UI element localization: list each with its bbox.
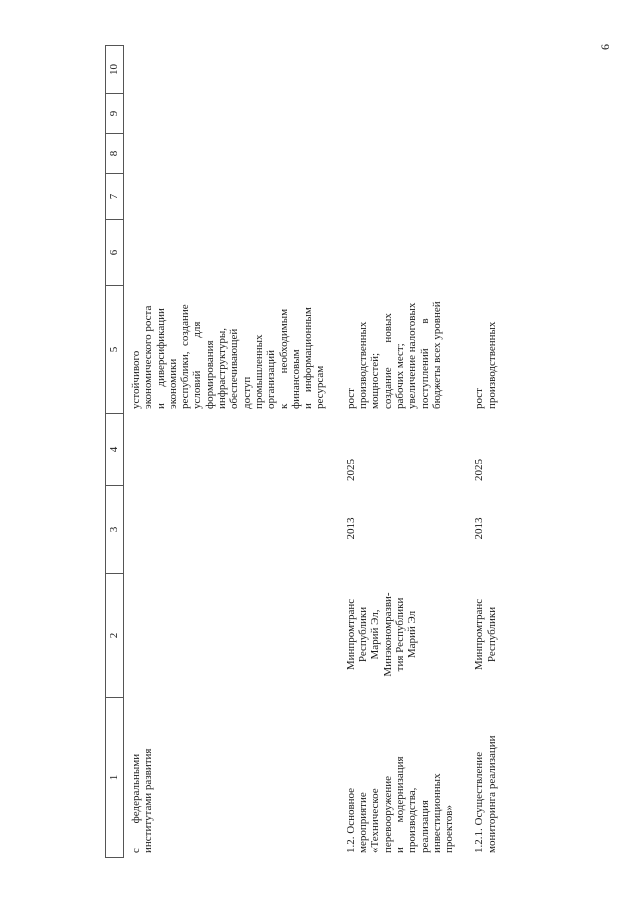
table-row [124, 46, 331, 858]
empty-cell [459, 46, 502, 94]
measure-name-cell: с федеральными институтами развития [130, 748, 155, 853]
empty-cell [459, 220, 502, 286]
measure-name-cell: 1.2. Основное мероприятие «Техническое перевооружение и модернизация производства, реализация инвестиционных проектов» [344, 756, 456, 853]
empty-cell [124, 94, 331, 134]
expected-result-cell: рост производственных мощностей; создание новых рабочих мест; увеличение налоговых поступлений в бюджеты всех уровней [344, 301, 443, 409]
executor-cell: Минпромтранс Республики [473, 598, 498, 671]
empty-cell [459, 174, 502, 220]
empty-cell [331, 134, 460, 174]
column-header-5: 5 [106, 286, 124, 414]
table-row [459, 46, 502, 858]
empty-cell [459, 134, 502, 174]
empty-cell [124, 46, 331, 94]
empty-cell [459, 94, 502, 134]
empty-cell [331, 174, 460, 220]
executor-cell [124, 574, 331, 698]
page-number: 6 [598, 44, 612, 50]
end-year-cell [124, 414, 331, 486]
start-year-cell: 2013 [344, 517, 357, 540]
empty-cell [331, 46, 460, 94]
empty-cell [124, 134, 331, 174]
column-header-1: 1 [106, 698, 124, 858]
start-year-cell: 2013 [473, 517, 486, 540]
program-measures-table [105, 45, 502, 858]
empty-cell [331, 94, 460, 134]
empty-cell [331, 220, 460, 286]
start-year-cell [124, 486, 331, 574]
measure-name-cell: 1.2.1. Осуществление мониторинга реализации [473, 735, 498, 853]
executor-cell: Минпромтранс Республики Марий Эл, Минэкономразви- тия Республики Марий Эл [344, 592, 419, 677]
column-header-8: 8 [106, 134, 124, 174]
column-header-7: 7 [106, 174, 124, 220]
empty-cell [124, 174, 331, 220]
table-header-row [106, 46, 124, 858]
end-year-cell: 2025 [473, 459, 486, 481]
column-header-9: 9 [106, 94, 124, 134]
column-header-3: 3 [106, 486, 124, 574]
column-header-4: 4 [106, 414, 124, 486]
column-header-2: 2 [106, 574, 124, 698]
column-header-6: 6 [106, 220, 124, 286]
end-year-cell: 2025 [344, 459, 357, 481]
column-header-10: 10 [106, 46, 124, 94]
expected-result-cell: устойчивого экономического роста и диверсификации экономики республики, создание условий для формирования инфраструктуры, обеспечивающей доступ промышленных организаций к необходимым финансовым и информационным ресурсам [130, 304, 327, 409]
expected-result-cell: рост производственных [473, 321, 498, 409]
table-row [331, 46, 460, 858]
empty-cell [124, 220, 331, 286]
